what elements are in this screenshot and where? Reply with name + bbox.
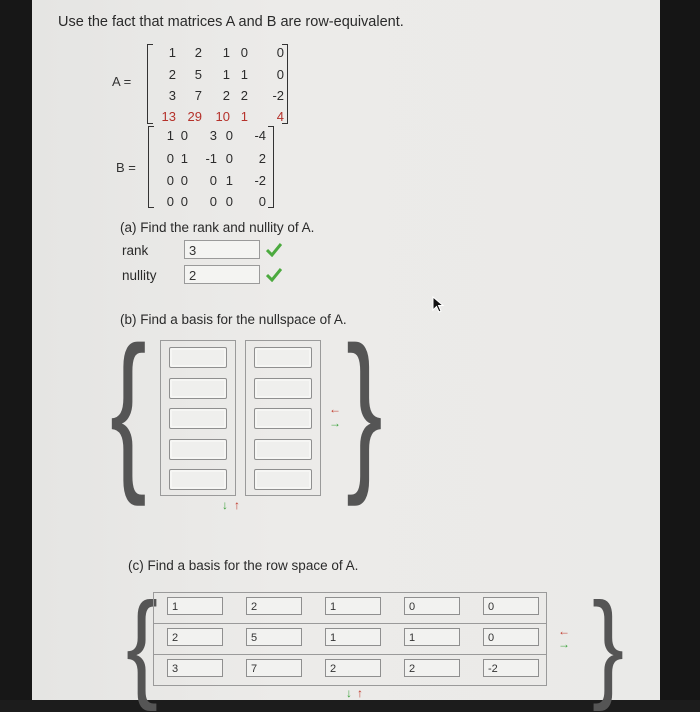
nullspace-entry-input[interactable] — [254, 347, 312, 368]
matrix-a-cell: 0 — [276, 45, 284, 60]
dark-right-edge — [660, 0, 700, 700]
matrix-b-cell: -2 — [254, 173, 266, 188]
nullity-label: nullity — [122, 268, 157, 283]
add-column-arrow-icon[interactable]: ← — [558, 624, 570, 638]
matrix-b-cell: 0 — [180, 128, 188, 143]
nullity-input[interactable]: 2 — [184, 265, 260, 284]
matrix-b-cell: -1 — [205, 151, 217, 166]
matrix-b-cell: 0 — [225, 194, 233, 209]
matrix-b-cell: 1 — [166, 128, 174, 143]
matrix-a-cell: 3 — [168, 88, 176, 103]
matrix-a-cell: 4 — [276, 109, 284, 124]
matrix-b-cell: 0 — [209, 194, 217, 209]
remove-row-arrow-icon[interactable]: ↑ — [357, 686, 363, 700]
rowspace-entry-input[interactable]: 3 — [167, 659, 223, 677]
matrix-a-cell: 2 — [194, 45, 202, 60]
rowspace-entry-input[interactable]: 2 — [167, 628, 223, 646]
matrix-b-cell: -4 — [254, 128, 266, 143]
matrix-b-cell: 0 — [180, 194, 188, 209]
matrix-a-cell: 2 — [168, 67, 176, 82]
add-row-arrow-icon[interactable]: ↓ — [222, 498, 228, 512]
right-brace: } — [346, 310, 383, 508]
matrix-a-cell: 13 — [161, 109, 176, 124]
matrix-a-cell: 2 — [240, 88, 248, 103]
nullspace-entry-input[interactable] — [169, 439, 227, 460]
dark-left-edge — [0, 0, 32, 700]
check-icon — [266, 243, 282, 257]
matrix-b-cell: 0 — [166, 173, 174, 188]
rank-input[interactable]: 3 — [184, 240, 260, 259]
problem-intro: Use the fact that matrices A and B are row-equivalent. — [58, 14, 404, 30]
matrix-b-cell: 1 — [180, 151, 188, 166]
rowspace-entry-input[interactable]: 2 — [325, 659, 381, 677]
matrix-a-cell: -2 — [272, 88, 284, 103]
rowspace-entry-input[interactable]: 0 — [404, 597, 460, 615]
nullspace-entry-input[interactable] — [254, 378, 312, 399]
rowspace-entry-input[interactable]: 2 — [404, 659, 460, 677]
right-brace: } — [592, 578, 625, 712]
part-c-question: (c) Find a basis for the row space of A. — [128, 558, 359, 573]
matrix-b-cell: 3 — [209, 128, 217, 143]
rowspace-entry-input[interactable]: 0 — [483, 597, 539, 615]
matrix-a-cell: 1 — [168, 45, 176, 60]
matrix-b-cell: 2 — [258, 151, 266, 166]
matrix-a-cell: 1 — [222, 45, 230, 60]
matrix-b-label: B = — [116, 160, 136, 175]
matrix-a-cell: 2 — [222, 88, 230, 103]
nullspace-entry-input[interactable] — [169, 408, 227, 429]
matrix-a-cell: 10 — [215, 109, 230, 124]
rowspace-entry-input[interactable]: 5 — [246, 628, 302, 646]
left-brace: { — [126, 578, 159, 712]
rowspace-entry-input[interactable]: 1 — [404, 628, 460, 646]
nullspace-entry-input[interactable] — [169, 378, 227, 399]
matrix-b-cell: 1 — [225, 173, 233, 188]
matrix-a-cell: 1 — [222, 67, 230, 82]
nullspace-entry-input[interactable] — [254, 469, 312, 490]
rowspace-entry-input[interactable]: -2 — [483, 659, 539, 677]
check-icon — [266, 268, 282, 282]
matrix-b-cell: 0 — [225, 128, 233, 143]
rank-label: rank — [122, 243, 149, 258]
add-column-arrow-icon[interactable]: ← — [329, 402, 341, 416]
matrix-b-cell: 0 — [225, 151, 233, 166]
rowspace-entry-input[interactable]: 2 — [246, 597, 302, 615]
remove-column-arrow-icon[interactable]: → — [558, 637, 570, 651]
mouse-cursor-icon — [432, 296, 446, 314]
nullspace-entry-input[interactable] — [254, 408, 312, 429]
matrix-b-cell: 0 — [180, 173, 188, 188]
matrix-a-cell: 7 — [194, 88, 202, 103]
nullspace-entry-input[interactable] — [169, 347, 227, 368]
matrix-a-cell: 0 — [276, 67, 284, 82]
matrix-b-right-bracket — [268, 126, 274, 208]
matrix-a-cell: 0 — [240, 45, 248, 60]
rowspace-entry-input[interactable]: 7 — [246, 659, 302, 677]
rowspace-entry-input[interactable]: 0 — [483, 628, 539, 646]
nullspace-entry-input[interactable] — [254, 439, 312, 460]
rowspace-entry-input[interactable]: 1 — [167, 597, 223, 615]
rowspace-entry-input[interactable]: 1 — [325, 628, 381, 646]
matrix-b-cell: 0 — [209, 173, 217, 188]
matrix-a-cell: 5 — [194, 67, 202, 82]
remove-column-arrow-icon[interactable]: → — [329, 416, 341, 430]
part-b-question: (b) Find a basis for the nullspace of A. — [120, 312, 347, 327]
remove-row-arrow-icon[interactable]: ↑ — [234, 498, 240, 512]
matrix-a-cell: 1 — [240, 67, 248, 82]
matrix-a-cell: 1 — [240, 109, 248, 124]
matrix-b-cell: 0 — [258, 194, 266, 209]
matrix-a-cell: 29 — [187, 109, 202, 124]
rowspace-entry-input[interactable]: 1 — [325, 597, 381, 615]
matrix-a-label: A = — [112, 74, 132, 89]
add-row-arrow-icon[interactable]: ↓ — [346, 686, 352, 700]
matrix-b-cell: 0 — [166, 151, 174, 166]
part-a-question: (a) Find the rank and nullity of A. — [120, 220, 315, 235]
nullspace-entry-input[interactable] — [169, 469, 227, 490]
matrix-b-cell: 0 — [166, 194, 174, 209]
left-brace: { — [110, 310, 147, 508]
